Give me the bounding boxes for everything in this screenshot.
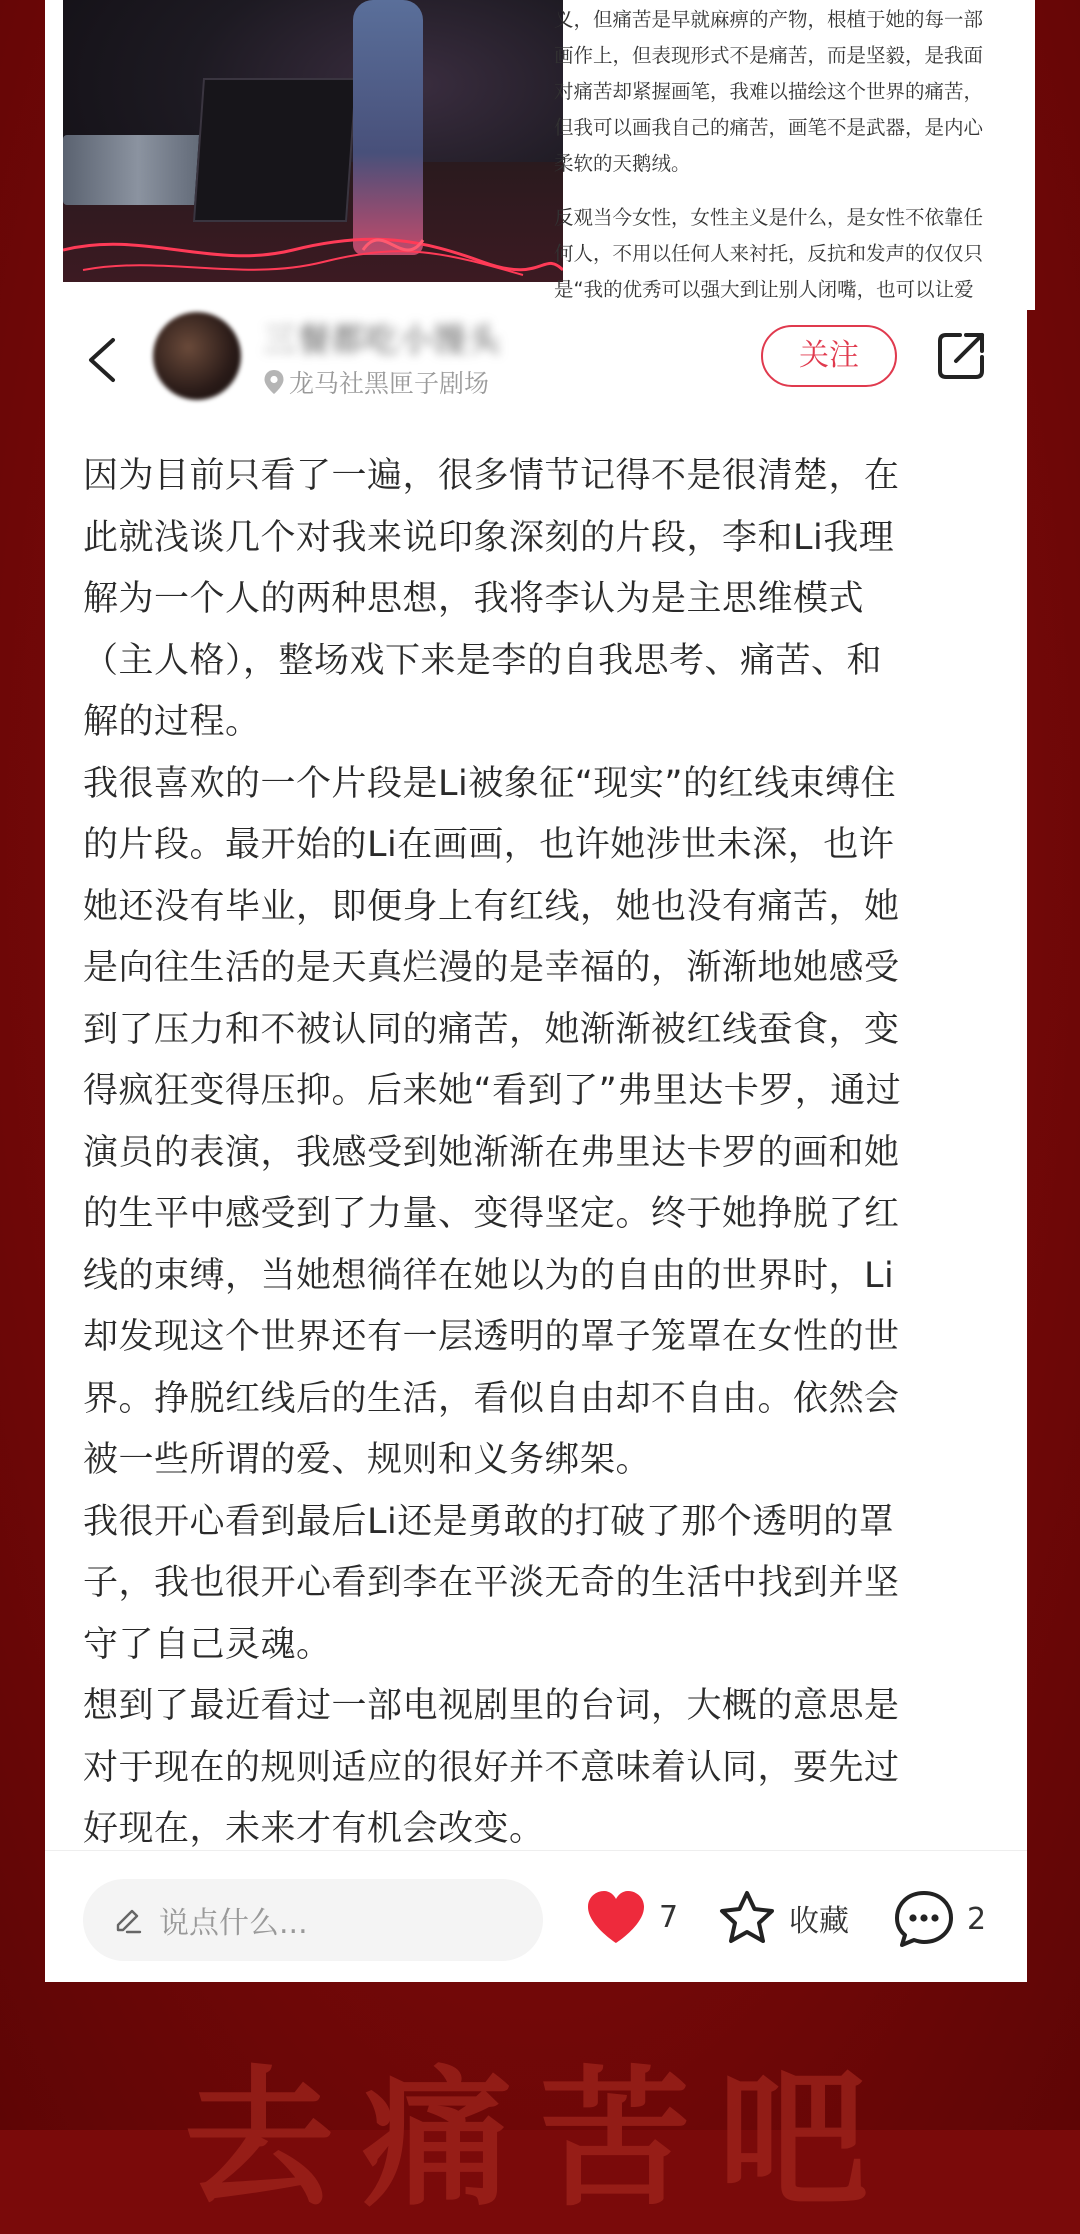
comment-count: 2 (967, 1901, 987, 1937)
preview-text-line: 义，但痛苦是早就麻痹的产物，根植于她的每一部 (554, 8, 984, 31)
post-text-line: 被一些所谓的爱、规则和义务绑架。 (83, 1440, 652, 1480)
watermark-title: 去痛苦吧 (183, 2051, 896, 2227)
preview-text-line: 何人，不用以任何人来衬托，反抗和发声的仅仅只 (554, 242, 984, 265)
heart-icon (585, 1889, 647, 1945)
like-count: 7 (659, 1899, 679, 1935)
post-text-line: 解为一个人的两种思想，我将李认为是主思维模式 (83, 579, 865, 619)
post-header (45, 310, 1027, 410)
post-text-line: （主人格），整场戏下来是李的自我思考、痛苦、和 (83, 640, 883, 681)
preview-text-line: 是“我的优秀可以强大到让别人闭嘴，也可以让爱 (554, 278, 974, 301)
post-text-line: 演员的表演，我感受到她渐渐在弗里达卡罗的画和她 (83, 1132, 900, 1173)
post-text-line: 界。挣脱红线后的生活，看似自由却不自由。依然会 (83, 1378, 900, 1419)
star-icon (717, 1889, 777, 1947)
comment-button[interactable] (893, 1889, 986, 1949)
post-text-line: 到了压力和不被认同的痛苦，她渐渐被红线蚕食，变 (83, 1009, 900, 1050)
post-paragraph (83, 446, 993, 754)
follow-button[interactable]: 关注 (761, 325, 897, 387)
post-text-line: 解的过程。 (83, 702, 261, 742)
post-text-line: 的生平中感受到了力量、变得坚定。终于她挣脱了红 (83, 1194, 900, 1234)
post-text-line: 我很开心看到最后Li还是勇敢的打破了那个透明的罩 (83, 1501, 895, 1542)
bottom-action-bar (45, 1850, 1027, 1982)
location-pin-icon (263, 369, 285, 395)
post-card (45, 310, 1027, 1982)
preview-text-line: 但我可以画我自己的痛苦，画笔不是武器，是内心 (554, 116, 984, 139)
preview-text-line: 对痛苦却紧握画笔，我难以描绘这个世界的痛苦， (554, 80, 984, 103)
username[interactable]: 三餐都吃小馒头 (263, 320, 501, 359)
post-text-line: 好现在，未来才有机会改变。 (83, 1809, 545, 1849)
red-thread-graphic (63, 0, 563, 282)
post-text-line: 是向往生活的是天真烂漫的是幸福的，渐渐地她感受 (83, 948, 900, 988)
like-button[interactable] (585, 1889, 678, 1945)
preview-text-line: 画作上，但表现形式不是痛苦，而是坚毅，是我面 (554, 44, 984, 67)
post-text-line: 却发现这个世界还有一层透明的罩子笼罩在女性的世 (83, 1317, 900, 1357)
comment-input[interactable] (83, 1879, 543, 1961)
post-paragraph (83, 1676, 993, 1861)
post-text-line: 她还没有毕业，即便身上有红线，她也没有痛苦，她 (83, 886, 900, 927)
post-text-line: 线的束缚，当她想徜徉在她以为的自由的世界时，Li (83, 1255, 895, 1296)
comment-bubble-icon (893, 1889, 955, 1949)
preview-text-line: 反观当今女性，女性主义是什么，是女性不依靠任 (554, 206, 984, 229)
comment-placeholder: 说点什么... (159, 1906, 308, 1941)
location-label: 龙马社黑匣子剧场 (289, 369, 490, 398)
post-text-line: 得疯狂变得压抑。后来她“看到了”弗里达卡罗，通过 (83, 1071, 902, 1111)
avatar[interactable] (153, 312, 241, 400)
collect-button[interactable] (717, 1889, 849, 1947)
collect-label: 收藏 (789, 1904, 849, 1939)
post-text-line: 对于现在的规则适应的很好并不意味着认同，要先过 (83, 1747, 900, 1788)
preview-text-line: 柔软的天鹅绒。 (554, 152, 691, 175)
pencil-icon (113, 1905, 143, 1935)
previous-note-text (554, 0, 1014, 310)
post-text-line: 此就浅谈几个对我来说印象深刻的片段，李和Li我理 (83, 517, 895, 558)
location-tag[interactable] (263, 364, 489, 400)
share-icon[interactable] (934, 327, 990, 383)
back-arrow-icon[interactable] (75, 330, 133, 390)
post-text-line: 子，我也很开心看到李在平淡无奇的生活中找到并坚 (83, 1563, 900, 1603)
stage-photo (63, 0, 563, 282)
previous-note-preview[interactable] (45, 0, 1035, 310)
post-text-line: 守了自己灵魂。 (83, 1624, 332, 1665)
post-text-line: 想到了最近看过一部电视剧里的台词，大概的意思是 (83, 1686, 900, 1726)
post-body (83, 446, 993, 1861)
post-text-line: 因为目前只看了一遍，很多情节记得不是很清楚，在 (83, 456, 900, 496)
post-paragraph (83, 754, 993, 1492)
post-paragraph (83, 1492, 993, 1677)
post-text-line: 的片段。最开始的Li在画画，也许她涉世未深，也许 (83, 825, 895, 865)
post-text-line: 我很喜欢的一个片段是Li被象征“现实”的红线束缚住 (83, 763, 896, 804)
